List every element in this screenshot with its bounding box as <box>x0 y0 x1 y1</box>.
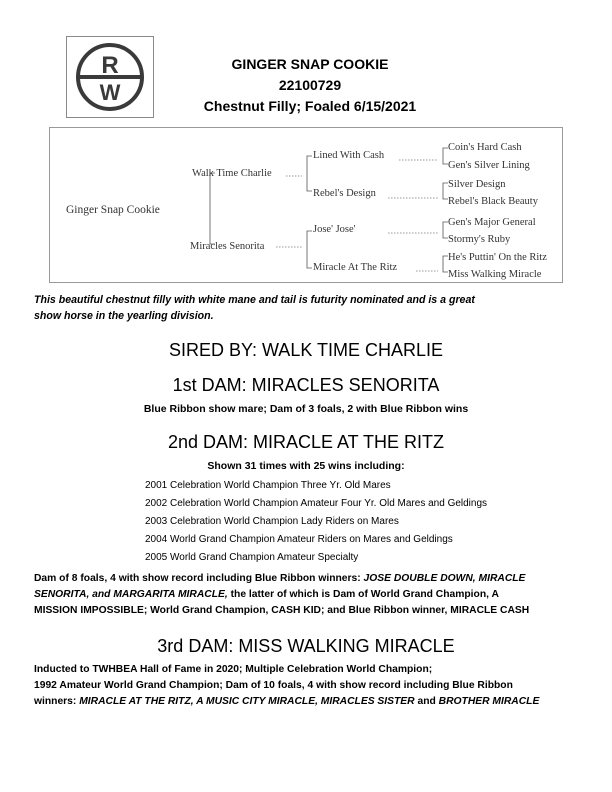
dam2-subtitle: Shown 31 times with 25 wins including: <box>207 460 405 472</box>
dam2-foals <box>34 571 584 619</box>
dam3-text <box>34 662 584 710</box>
pedigree-ggp-5: Gen's Major General <box>448 217 536 228</box>
dam2-foals-l1a: Dam of 8 foals, 4 with show record including Blue Ribbon winners: <box>34 573 364 584</box>
dam1-heading: 1st DAM: MIRACLES SENORITA <box>172 375 440 395</box>
registration-number: 22100729 <box>278 77 342 93</box>
pedigree-ggp-1: Coin's Hard Cash <box>448 142 522 153</box>
dam3-heading: 3rd DAM: MISS WALKING MIRACLE <box>157 636 455 656</box>
pedigree-ggp-6: Stormy's Ruby <box>448 234 511 245</box>
logo-letter-w: W <box>99 80 121 105</box>
dam3-l3c: and <box>414 696 439 707</box>
dam2-foals-line-2 <box>34 587 584 603</box>
dam2-foals-l2a: SENORITA, and MARGARITA MIRACLE, <box>34 589 228 600</box>
pedigree-horse: Ginger Snap Cookie <box>66 204 160 216</box>
pedigree-dam-dam: Miracle At The Ritz <box>313 262 398 273</box>
pedigree-ggp-7: He's Puttin' On the Ritz <box>448 252 547 263</box>
dam2-win-4: 2004 World Grand Champion Amateur Riders on Mares and Geldings <box>145 534 453 545</box>
dam2-win-2: 2002 Celebration World Champion Amateur Four Yr. Old Mares and Geldings <box>145 498 488 509</box>
sire-heading: SIRED BY: WALK TIME CHARLIE <box>168 340 444 360</box>
pedigree-ggp-2: Gen's Silver Lining <box>448 160 530 171</box>
pedigree-ggp-3: Silver Design <box>448 179 506 190</box>
intro-line-2: show horse in the yearling division. <box>34 310 214 322</box>
pedigree-sire-sire: Lined With Cash <box>313 150 385 161</box>
dam3-line-1: Inducted to TWHBEA Hall of Fame in 2020; Multiple Celebration World Champion; <box>34 664 433 675</box>
pedigree-dam: Miracles Senorita <box>190 241 265 252</box>
pedigree-dam-sire: Jose' Jose' <box>313 224 356 235</box>
intro-line-1: This beautiful chestnut filly with white mane and tail is futurity nominated and is a great <box>34 294 475 306</box>
dam3-line-3 <box>34 694 584 710</box>
logo-frame <box>66 36 154 118</box>
pedigree-chart <box>49 127 563 283</box>
horse-name: GINGER SNAP COOKIE <box>231 56 389 72</box>
dam2-heading: 2nd DAM: MIRACLE AT THE RITZ <box>167 432 445 452</box>
dam3-l3a: winners: <box>34 696 80 707</box>
dam2-foals-l2b: the latter of which is Dam of World Grand Champion, A <box>227 589 499 600</box>
dam3-l3b: MIRACLE AT THE RITZ, A MUSIC CITY MIRACLE, MIRACLES SISTER <box>79 696 415 707</box>
dam2-foals-l1b: JOSE DOUBLE DOWN, MIRACLE <box>363 573 526 584</box>
dam3-line-2: 1992 Amateur World Grand Champion; Dam of 10 foals, 4 with show record including Blue Ribbon <box>34 680 513 691</box>
dam2-win-5: 2005 World Grand Champion Amateur Specialty <box>145 552 359 563</box>
dam2-win-1: 2001 Celebration World Champion Three Yr. Old Mares <box>145 480 391 491</box>
pedigree-ggp-8: Miss Walking Miracle <box>448 269 542 280</box>
rw-logo-icon <box>67 37 153 117</box>
horse-description: Chestnut Filly; Foaled 6/15/2021 <box>203 98 417 114</box>
dam2-win-3: 2003 Celebration World Champion Lady Riders on Mares <box>145 516 399 527</box>
dam2-foals-line-3: MISSION IMPOSSIBLE; World Grand Champion, CASH KID; and Blue Ribbon winner, MIRACLE CASH <box>34 605 530 616</box>
logo-letter-r: R <box>101 52 119 79</box>
dam1-text: Blue Ribbon show mare; Dam of 3 foals, 2 with Blue Ribbon wins <box>143 403 469 415</box>
pedigree-ggp-4: Rebel's Black Beauty <box>448 196 538 207</box>
dam3-l3d: BROTHER MIRACLE <box>438 696 540 707</box>
dam2-foals-line-1 <box>34 571 584 587</box>
pedigree-sire: Walk Time Charlie <box>192 168 272 179</box>
pedigree-sire-dam: Rebel's Design <box>313 188 376 199</box>
